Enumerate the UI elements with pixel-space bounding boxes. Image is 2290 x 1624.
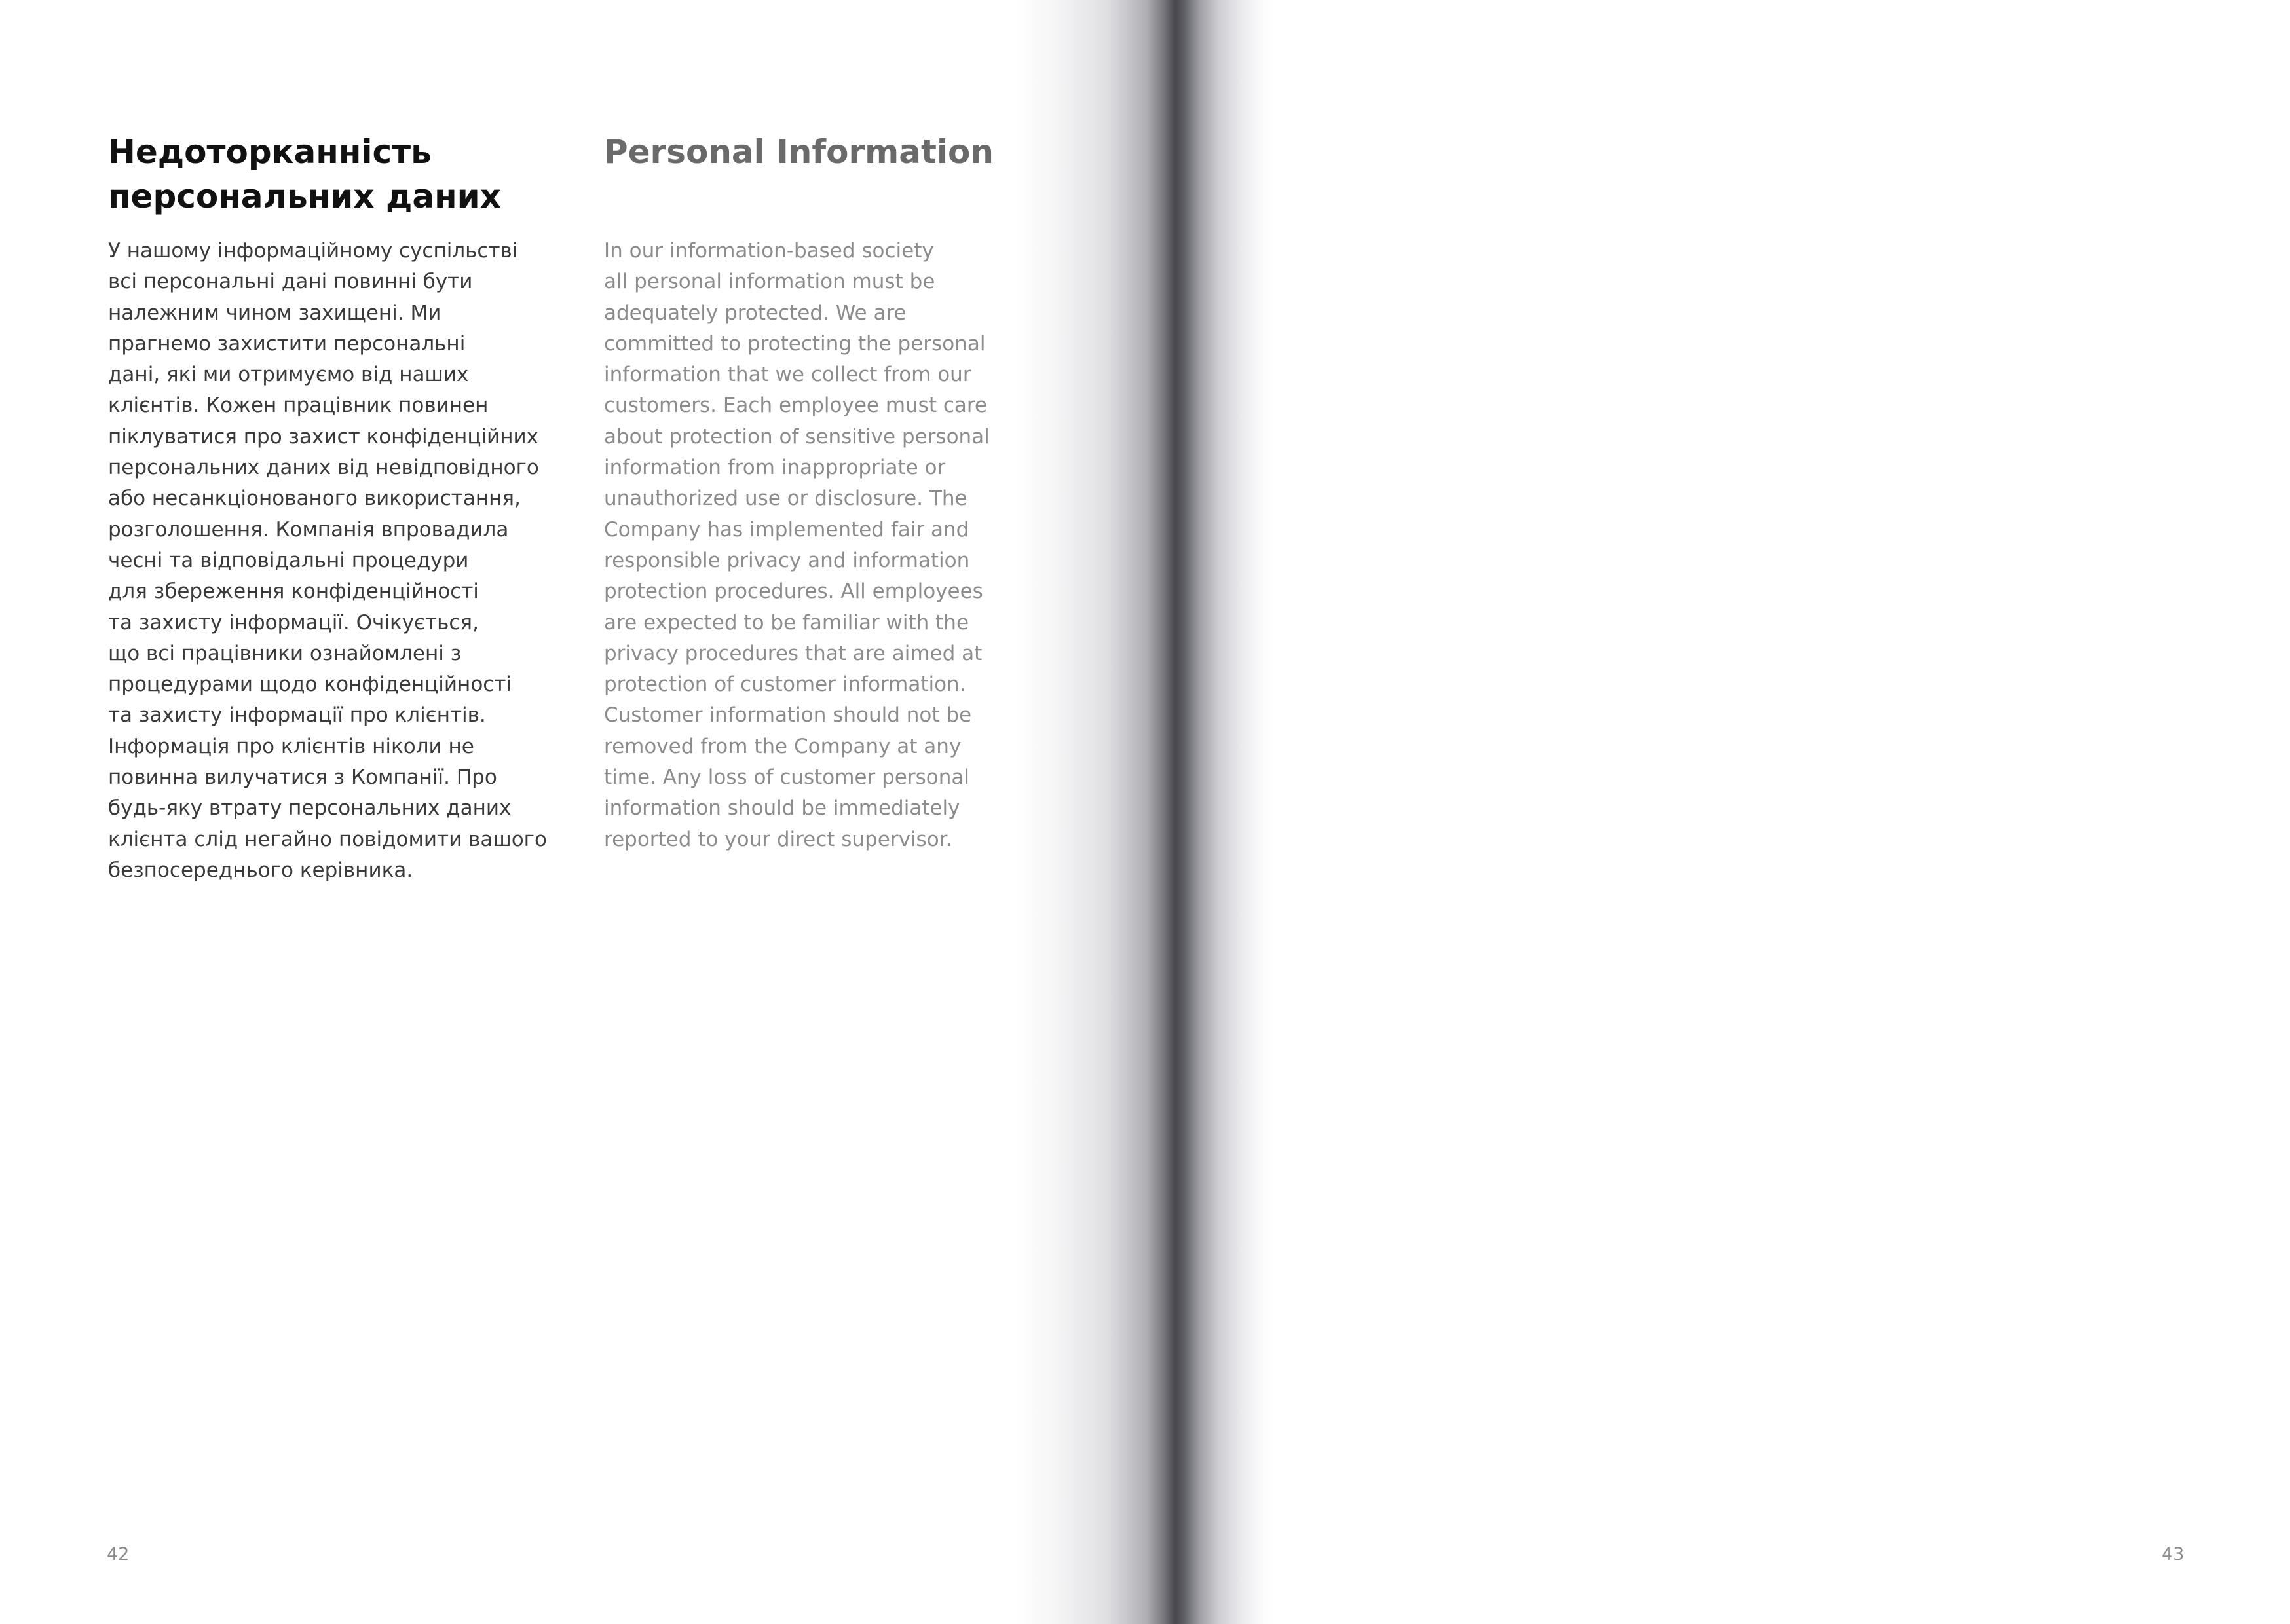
body-en-line: all personal information must be <box>604 270 935 294</box>
body-en-line: responsible privacy and information <box>604 548 970 572</box>
body-uk-line: та захисту інформації. Очікується, <box>108 610 479 635</box>
body-uk-line: безпосереднього керівника. <box>108 858 413 882</box>
body-en-line: Company has implemented fair and <box>604 517 969 542</box>
body-uk-line: дані, які ми отримуємо від наших <box>108 363 469 387</box>
body-uk-line: процедурами щодо конфіденційності <box>108 673 512 697</box>
body-en-line: adequately protected. We are <box>604 301 907 325</box>
body-en-line: information from inappropriate or <box>604 456 946 480</box>
body-uk-line: або несанкціонованого використання, <box>108 487 521 511</box>
heading-english: Personal Information <box>604 133 994 171</box>
body-ukrainian <box>108 236 567 886</box>
body-en-line: protection of customer information. <box>604 673 966 697</box>
heading-uk-line: Недоторканність <box>108 133 432 171</box>
body-uk-line: прагнемо захистити персональні <box>108 331 466 356</box>
body-uk-line: розголошення. Компанія впровадила <box>108 517 509 542</box>
book-gutter-shadow <box>1015 0 1277 1624</box>
right-page <box>1145 0 2290 1624</box>
body-en-line: privacy procedures that are aimed at <box>604 641 983 665</box>
body-uk-line: персональних даних від невідповідного <box>108 456 539 480</box>
body-uk-line: піклуватися про захист конфіденційних <box>108 424 538 449</box>
body-uk-line: що всі працівники ознайомлені з <box>108 641 462 665</box>
body-uk-line: та захисту інформації про клієнтів. <box>108 703 486 728</box>
body-uk-line: чесні та відповідальні процедури <box>108 548 469 572</box>
body-en-line: unauthorized use or disclosure. The <box>604 487 967 511</box>
heading-ukrainian <box>108 130 567 219</box>
body-en-line: committed to protecting the personal <box>604 331 986 356</box>
body-en-line: information that we collect from our <box>604 363 971 387</box>
body-uk-line: клієнта слід негайно повідомити вашого <box>108 827 547 851</box>
body-en-line: protection procedures. All employees <box>604 580 983 604</box>
body-uk-line: належним чином захищені. Ми <box>108 301 441 325</box>
body-en-line: reported to your direct supervisor. <box>604 827 952 851</box>
body-en-line: information should be immediately <box>604 796 960 821</box>
body-uk-line: У нашому інформаційному суспільстві <box>108 239 518 263</box>
body-en-line: customers. Each employee must care <box>604 394 988 418</box>
body-uk-line: для збереження конфіденційності <box>108 580 479 604</box>
body-uk-line: будь-яку втрату персональних даних <box>108 796 512 821</box>
body-en-line: removed from the Company at any <box>604 734 962 758</box>
page-number-left: 42 <box>107 1544 130 1564</box>
body-en-line: Customer information should not be <box>604 703 972 728</box>
page-number-right: 43 <box>2162 1544 2185 1564</box>
body-uk-line: Інформація про клієнтів ніколи не <box>108 734 474 758</box>
body-uk-line: всі персональні дані повинні бути <box>108 270 473 294</box>
body-en-line: are expected to be familiar with the <box>604 610 969 635</box>
body-en-line: about protection of sensitive personal <box>604 424 990 449</box>
body-uk-line: клієнтів. Кожен працівник повинен <box>108 394 489 418</box>
body-en-line: In our information-based society <box>604 239 934 263</box>
heading-uk-line: персональних даних <box>108 177 501 215</box>
body-english <box>604 236 1062 855</box>
body-uk-line: повинна вилучатися з Компанії. Про <box>108 766 497 790</box>
body-en-line: time. Any loss of customer personal <box>604 766 969 790</box>
